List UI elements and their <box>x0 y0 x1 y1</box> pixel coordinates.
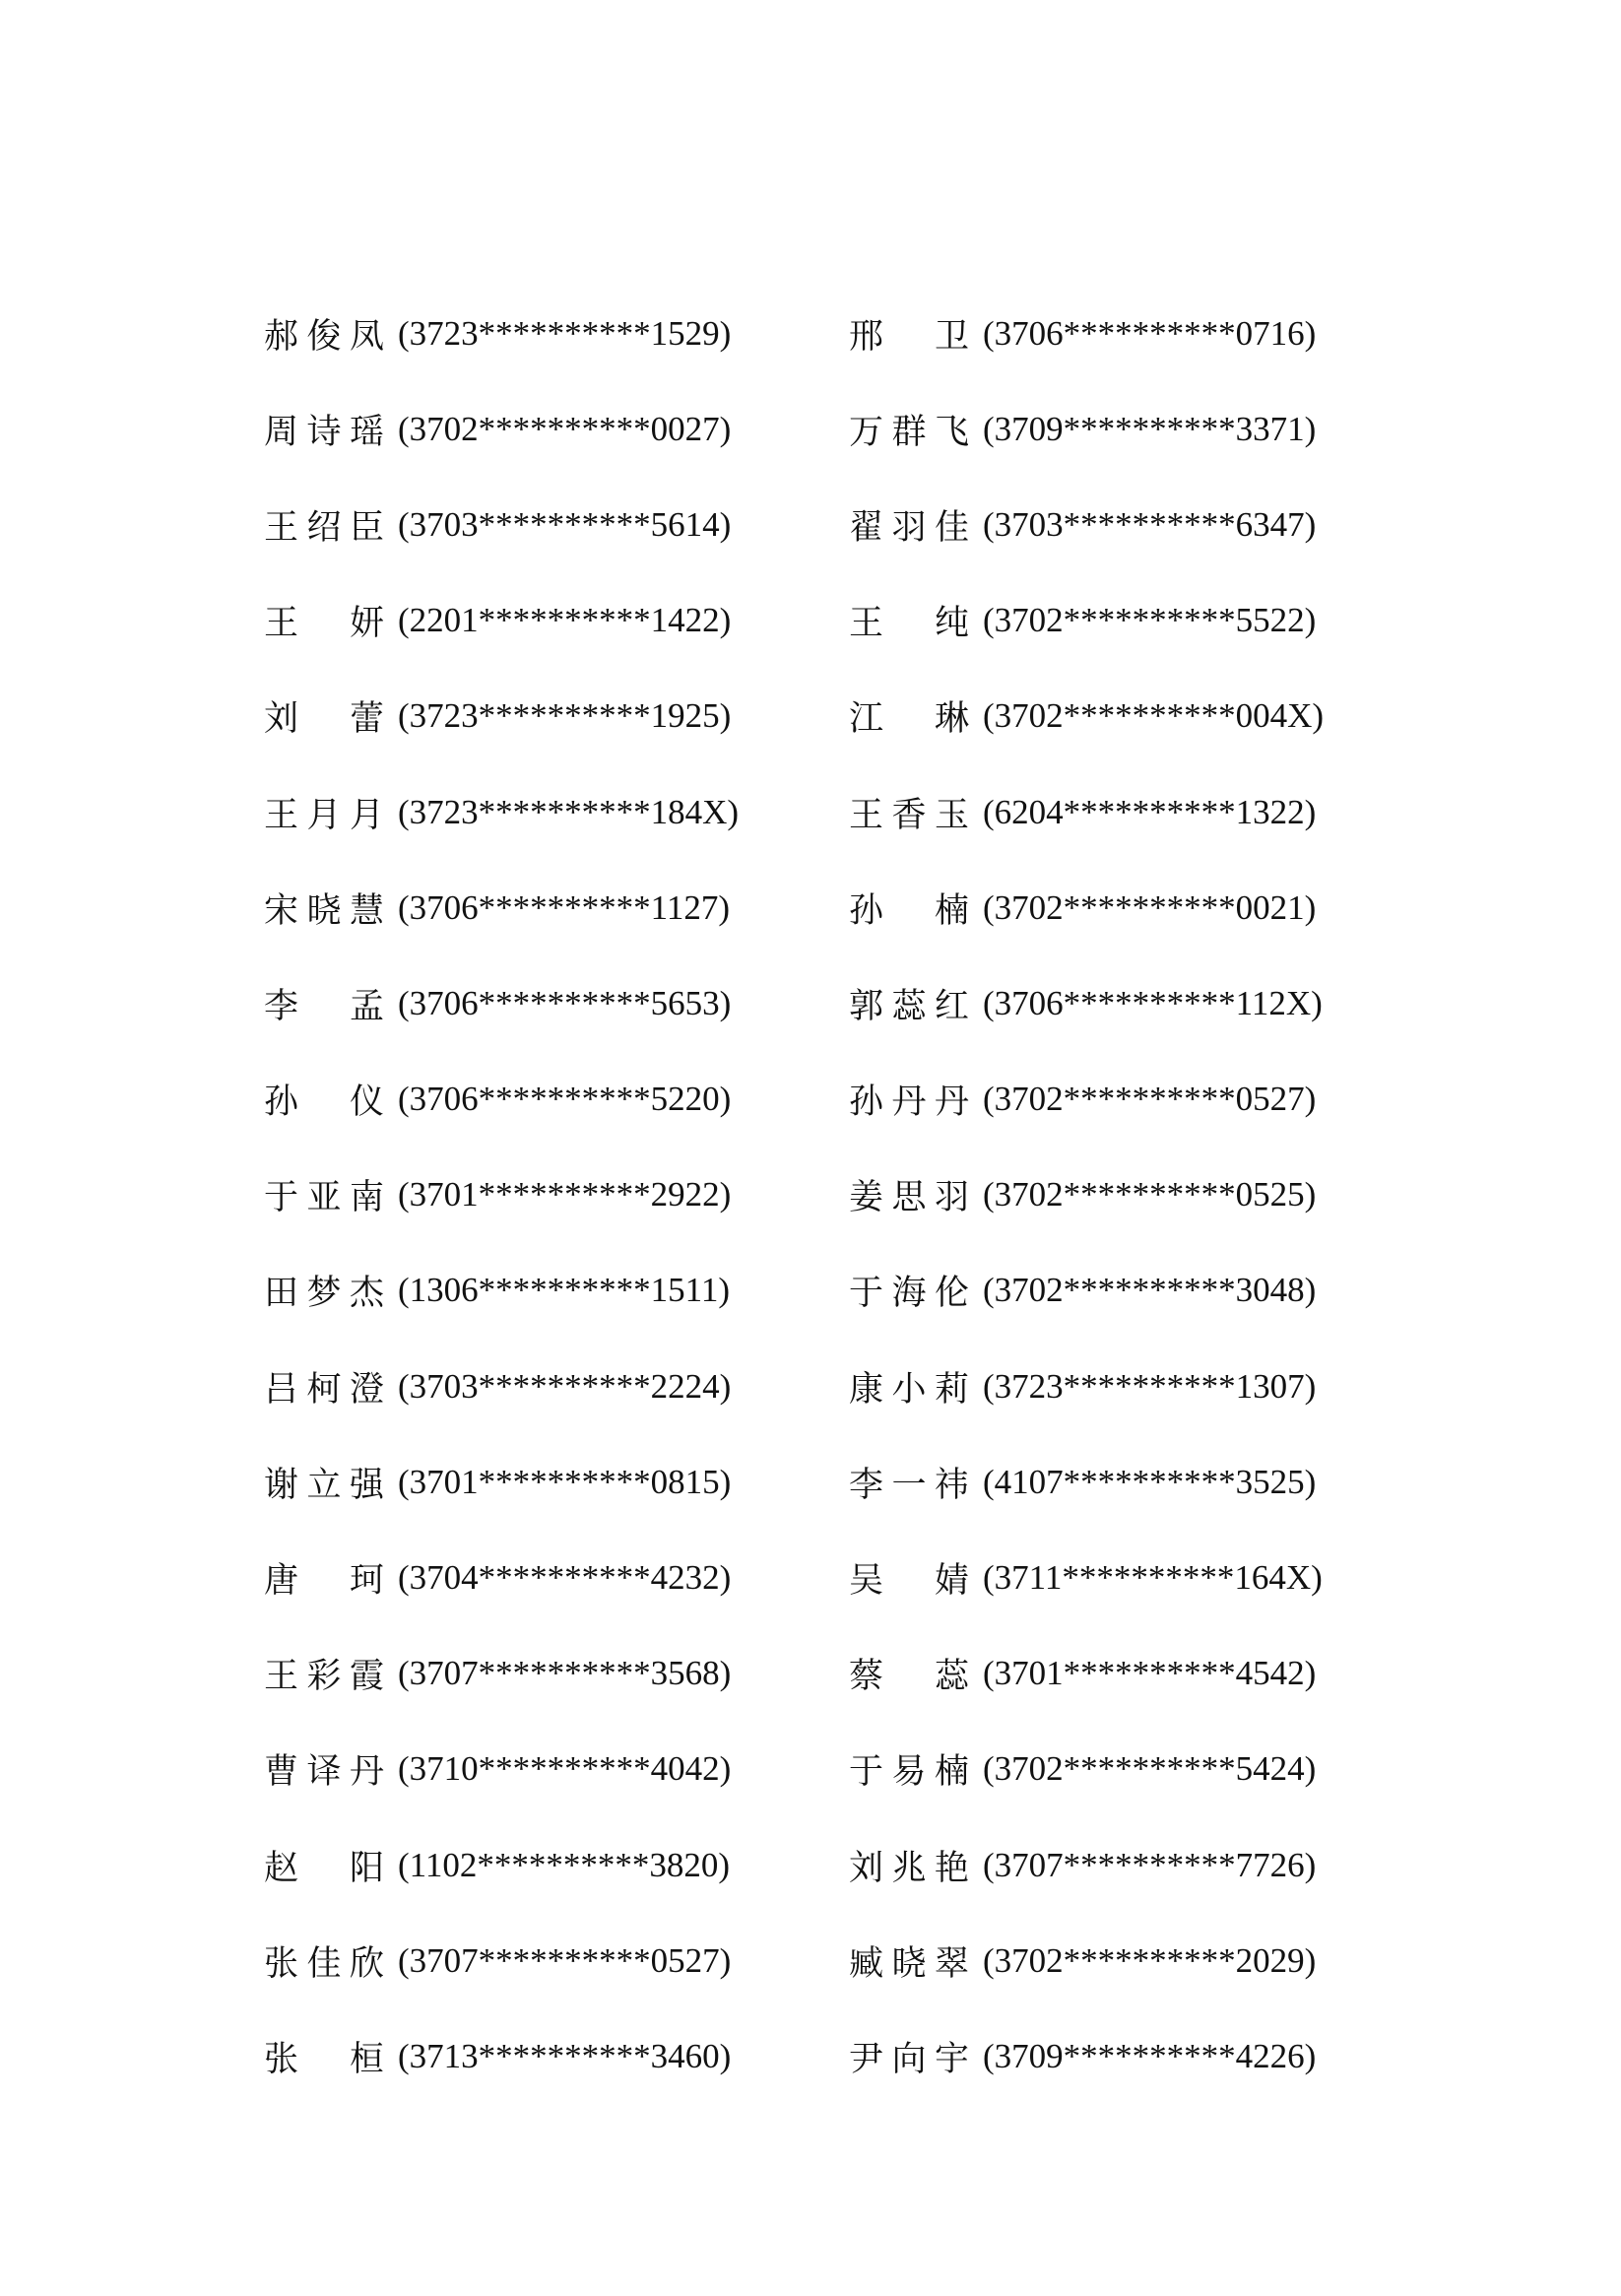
list-item <box>849 764 1459 860</box>
list-item <box>264 1913 875 2008</box>
masked-id-number: (4107**********3525) <box>983 1462 1317 1501</box>
list-item <box>264 1148 875 1243</box>
masked-id-number: (3704**********4232) <box>398 1558 732 1598</box>
person-name: 王香玉 <box>849 795 969 835</box>
person-name: 江琳 <box>849 699 969 740</box>
masked-id-number: (6204**********1322) <box>983 792 1317 831</box>
list-item <box>849 1148 1459 1243</box>
person-name: 尹向宇 <box>849 2039 969 2079</box>
list-item <box>264 1434 875 1530</box>
person-name: 刘蕾 <box>264 699 384 740</box>
person-name: 吕柯澄 <box>264 1369 384 1410</box>
list-item <box>264 1052 875 1148</box>
masked-id-number: (3713**********3460) <box>398 2036 732 2075</box>
person-name: 李一祎 <box>849 1465 969 1505</box>
list-item <box>264 955 875 1051</box>
person-name: 万群飞 <box>849 412 969 452</box>
masked-id-number: (3723**********1925) <box>398 696 732 736</box>
masked-id-number: (3710**********4042) <box>398 1749 732 1789</box>
person-name: 孙楠 <box>849 890 969 931</box>
masked-id-number: (3711**********164X) <box>983 1558 1323 1598</box>
person-name: 孙丹丹 <box>849 1082 969 1123</box>
person-name: 王月月 <box>264 795 384 835</box>
person-name: 王纯 <box>849 604 969 644</box>
list-item <box>264 764 875 860</box>
person-name: 唐珂 <box>264 1561 384 1602</box>
person-name: 曹译丹 <box>264 1752 384 1793</box>
left-name-column <box>264 286 875 2105</box>
masked-id-number: (3701**********0815) <box>398 1462 732 1501</box>
masked-id-number: (3702**********004X) <box>983 696 1325 736</box>
list-item <box>849 860 1459 955</box>
masked-id-number: (3702**********3048) <box>983 1271 1317 1310</box>
list-item <box>849 477 1459 572</box>
masked-id-number: (3723**********1529) <box>398 313 732 353</box>
person-name: 张桓 <box>264 2039 384 2079</box>
person-name: 谢立强 <box>264 1465 384 1505</box>
list-item <box>264 1722 875 1817</box>
list-item <box>849 1243 1459 1339</box>
masked-id-number: (3709**********3371) <box>983 409 1317 448</box>
list-item <box>264 860 875 955</box>
masked-id-number: (3709**********4226) <box>983 2036 1317 2075</box>
masked-id-number: (1306**********1511) <box>398 1271 731 1310</box>
list-item <box>264 669 875 764</box>
list-item <box>264 381 875 477</box>
person-name: 于海伦 <box>849 1274 969 1314</box>
masked-id-number: (1102**********3820) <box>398 1845 731 1884</box>
masked-id-number: (3702**********0527) <box>983 1080 1317 1119</box>
person-name: 宋晓慧 <box>264 890 384 931</box>
masked-id-number: (3706**********1127) <box>398 887 731 927</box>
list-item <box>849 669 1459 764</box>
right-name-column <box>849 286 1459 2105</box>
list-item <box>849 1434 1459 1530</box>
masked-id-number: (3703**********2224) <box>398 1366 732 1406</box>
person-name: 姜思羽 <box>849 1178 969 1218</box>
masked-id-number: (3706**********112X) <box>983 983 1323 1022</box>
person-name: 王绍臣 <box>264 507 384 548</box>
person-name: 赵阳 <box>264 1848 384 1888</box>
masked-id-number: (3701**********2922) <box>398 1175 732 1214</box>
person-name: 康小莉 <box>849 1369 969 1410</box>
list-item <box>849 286 1459 381</box>
person-name: 翟羽佳 <box>849 507 969 548</box>
person-name: 孙仪 <box>264 1082 384 1123</box>
masked-id-number: (3703**********5614) <box>398 504 732 544</box>
list-item <box>849 381 1459 477</box>
person-name: 臧晓翠 <box>849 1943 969 1984</box>
person-name: 于易楠 <box>849 1752 969 1793</box>
masked-id-number: (3702**********0027) <box>398 409 732 448</box>
list-item <box>849 1722 1459 1817</box>
person-name: 李孟 <box>264 986 384 1026</box>
list-item <box>849 955 1459 1051</box>
list-item <box>264 2008 875 2104</box>
person-name: 王妍 <box>264 604 384 644</box>
person-name: 刘兆艳 <box>849 1848 969 1888</box>
person-name: 邢卫 <box>849 316 969 357</box>
masked-id-number: (3702**********5424) <box>983 1749 1317 1789</box>
masked-id-number: (3706**********5220) <box>398 1080 732 1119</box>
masked-id-number: (3702**********5522) <box>983 601 1317 640</box>
list-item <box>264 573 875 669</box>
masked-id-number: (2201**********1422) <box>398 601 732 640</box>
person-name: 张佳欣 <box>264 1943 384 1984</box>
masked-id-number: (3703**********6347) <box>983 504 1317 544</box>
masked-id-number: (3702**********0021) <box>983 887 1317 927</box>
list-item <box>849 1052 1459 1148</box>
list-item <box>849 2008 1459 2104</box>
masked-id-number: (3701**********4542) <box>983 1654 1317 1693</box>
list-item <box>264 477 875 572</box>
list-item <box>849 573 1459 669</box>
person-name: 蔡蕊 <box>849 1657 969 1697</box>
list-item <box>849 1817 1459 1913</box>
masked-id-number: (3707**********0527) <box>398 1940 732 1980</box>
person-name: 郝俊凤 <box>264 316 384 357</box>
list-item <box>849 1339 1459 1434</box>
masked-id-number: (3702**********0525) <box>983 1175 1317 1214</box>
masked-id-number: (3707**********3568) <box>398 1654 732 1693</box>
masked-id-number: (3706**********0716) <box>983 313 1317 353</box>
masked-id-number: (3706**********5653) <box>398 983 732 1022</box>
masked-id-number: (3702**********2029) <box>983 1940 1317 1980</box>
list-item <box>849 1626 1459 1722</box>
person-name: 周诗瑶 <box>264 412 384 452</box>
list-item <box>264 1243 875 1339</box>
masked-id-number: (3723**********184X) <box>398 792 740 831</box>
person-name: 吴婧 <box>849 1561 969 1602</box>
person-name: 田梦杰 <box>264 1274 384 1314</box>
person-name: 郭蕊红 <box>849 986 969 1026</box>
list-item <box>264 286 875 381</box>
person-name: 王彩霞 <box>264 1657 384 1697</box>
list-item <box>264 1626 875 1722</box>
masked-id-number: (3707**********7726) <box>983 1845 1317 1884</box>
masked-id-number: (3723**********1307) <box>983 1366 1317 1406</box>
list-item <box>264 1339 875 1434</box>
list-item <box>264 1817 875 1913</box>
list-item <box>849 1530 1459 1625</box>
person-name: 于亚南 <box>264 1178 384 1218</box>
list-item <box>264 1530 875 1625</box>
list-item <box>849 1913 1459 2008</box>
